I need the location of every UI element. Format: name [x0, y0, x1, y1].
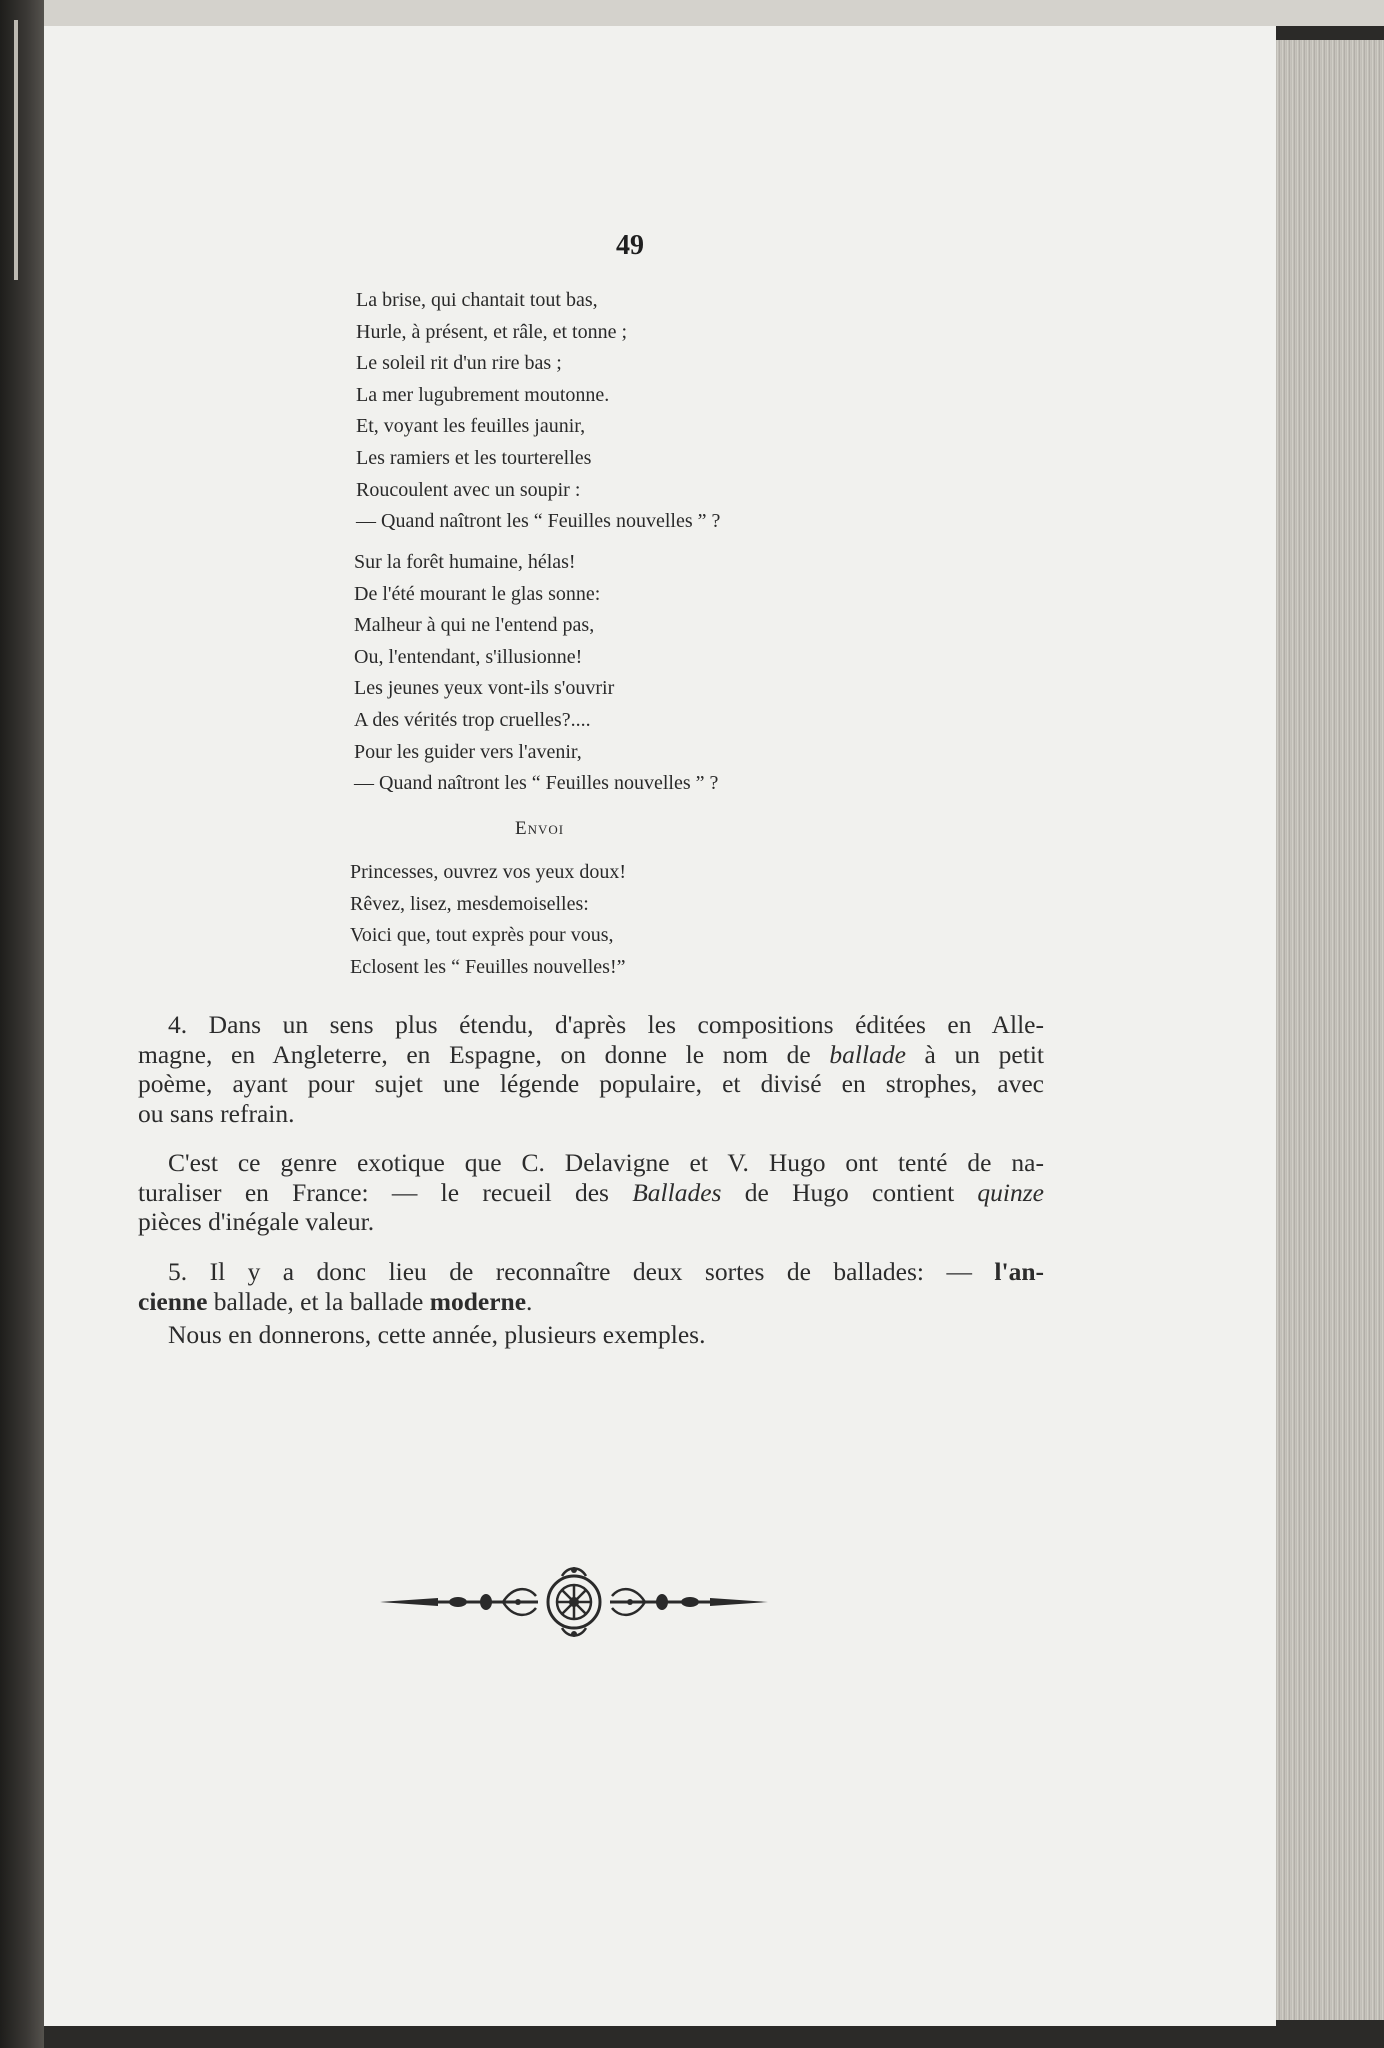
- text-line: [138, 1257, 1044, 1287]
- book-left-edge: [0, 0, 44, 2048]
- bold-term: cienne: [138, 1286, 208, 1316]
- verse-line: Et, voyant les feuilles jaunir,: [356, 415, 586, 438]
- bold-term: moderne: [429, 1286, 527, 1316]
- verse-line: Sur la forêt humaine, hélas!: [354, 551, 576, 573]
- verse-line: Eclosent les “ Feuilles nouvelles!”: [350, 955, 626, 978]
- page-stack-edge: [1276, 40, 1384, 2020]
- bold-term: l'an-: [994, 1257, 1044, 1286]
- poem-stanza-1: [356, 285, 720, 538]
- text-run: ballade, et la ballade: [207, 1286, 430, 1316]
- envoi-stanza: [350, 857, 626, 983]
- poem-stanza-2: [354, 547, 718, 800]
- verse-line: La mer lugubrement moutonne.: [356, 383, 610, 406]
- verse-line: Malheur à qui ne l'entend pas,: [354, 614, 595, 637]
- text-run: magne, en Angleterre, en Espagne, on donne le nom de: [138, 1039, 830, 1069]
- text-line: ou sans refrain.: [138, 1098, 295, 1128]
- text-run: 5. Il y a donc lieu de reconnaître deux sortes de ballades: —: [168, 1257, 995, 1286]
- text-line: [138, 1287, 1044, 1317]
- envoi-heading: Envoi: [515, 818, 565, 839]
- text-run: .: [526, 1286, 533, 1316]
- text-line: Nous en donnerons, cette année, plusieurs exemples.: [168, 1320, 706, 1349]
- verse-line: A des vérités trop cruelles?....: [354, 708, 591, 731]
- italic-term: Ballades: [632, 1177, 722, 1207]
- verse-line: Princesses, ouvrez vos yeux doux!: [350, 861, 627, 883]
- italic-term: ballade: [829, 1039, 906, 1069]
- text-line: [138, 1178, 1044, 1208]
- verse-line: La brise, qui chantait tout bas,: [356, 289, 598, 311]
- verse-line: Roucoulent avec un soupir :: [356, 478, 581, 501]
- text-run: à un petit: [905, 1039, 1045, 1069]
- italic-term: quinze: [977, 1177, 1044, 1207]
- verse-line: Rêvez, lisez, mesdemoiselles:: [350, 892, 589, 915]
- verse-line: Les ramiers et les tourterelles: [356, 446, 592, 469]
- text-line: poème, ayant pour sujet une légende populaire, et divisé en strophes, avec: [138, 1069, 1044, 1098]
- scan-top-strip: [0, 0, 1384, 26]
- text-line: 4. Dans un sens plus étendu, d'après les compositions éditées en Alle-: [168, 1010, 1044, 1039]
- verse-line: Voici que, tout exprès pour vous,: [350, 924, 614, 947]
- verse-line: — Quand naîtront les “ Feuilles nouvelles ” ?: [354, 772, 719, 795]
- tailpiece-ornament-icon: [378, 1562, 770, 1642]
- verse-line: — Quand naîtront les “ Feuilles nouvelles ” ?: [356, 510, 721, 533]
- verse-line: Le soleil rit d'un rire bas ;: [356, 352, 562, 375]
- paragraph-5: [138, 1257, 1044, 1316]
- text-line: pièces d'inégale valeur.: [138, 1207, 375, 1236]
- paragraph-examples: [138, 1320, 1044, 1350]
- text-line: C'est ce genre exotique que C. Delavigne et V. Hugo ont tenté de na-: [168, 1148, 1044, 1177]
- text-line: [138, 1040, 1044, 1070]
- paragraph-4: [138, 1010, 1044, 1128]
- verse-line: Les jeunes yeux vont-ils s'ouvrir: [354, 677, 615, 700]
- paragraph-genre: [138, 1148, 1044, 1237]
- spine-highlight: [14, 20, 18, 280]
- verse-line: De l'été mourant le glas sonne:: [354, 582, 601, 605]
- text-run: turaliser en France: — le recueil des: [138, 1177, 633, 1207]
- text-run: de Hugo contient: [721, 1177, 978, 1207]
- verse-line: Hurle, à présent, et râle, et tonne ;: [356, 320, 627, 343]
- verse-line: Ou, l'entendant, s'illusionne!: [354, 645, 583, 668]
- verse-line: Pour les guider vers l'avenir,: [354, 740, 582, 763]
- page-number: 49: [616, 230, 644, 261]
